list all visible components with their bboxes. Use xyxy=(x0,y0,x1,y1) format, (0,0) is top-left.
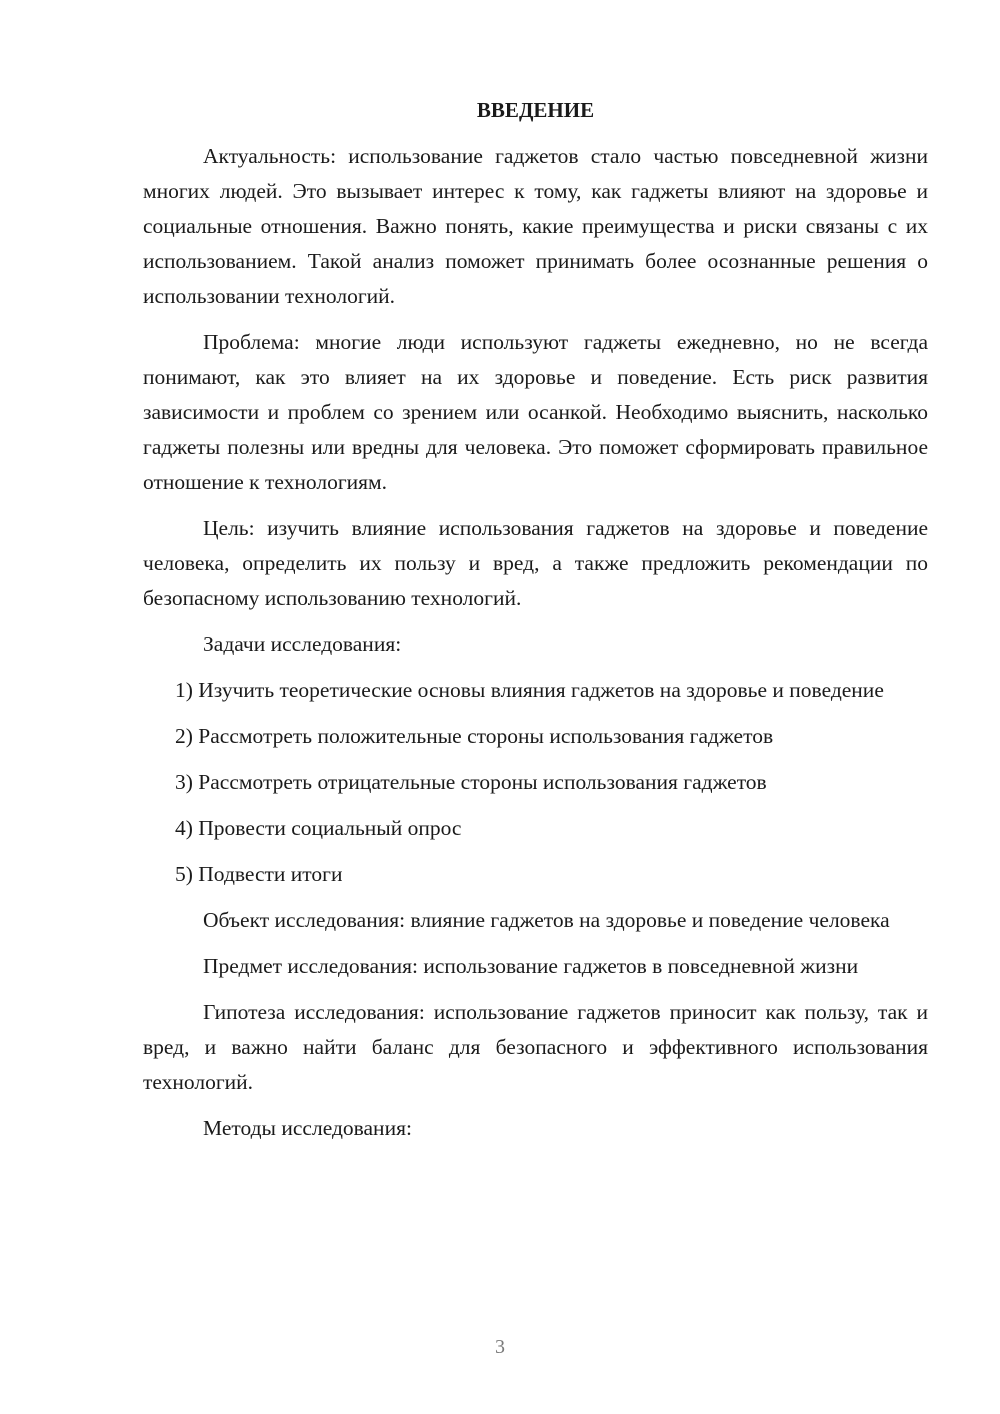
task-item-4: 4) Провести социальный опрос xyxy=(175,816,462,840)
subject-paragraph: Предмет исследования: использование гаджетов в повседневной жизни xyxy=(203,954,859,978)
hypothesis-paragraph: Гипотеза исследования: использование гаджетов приносит как пользу, так и вред, и важно найти баланс для безопасного и эффективного использования технологий. xyxy=(143,1000,928,1094)
task-item-5: 5) Подвести итоги xyxy=(175,862,343,886)
object-paragraph: Объект исследования: влияние гаджетов на здоровье и поведение человека xyxy=(203,908,890,932)
section-title: ВВЕДЕНИЕ xyxy=(476,98,595,122)
task-item-1: 1) Изучить теоретические основы влияния гаджетов на здоровье и поведение xyxy=(175,678,884,702)
document-page xyxy=(143,93,928,1157)
task-item-2: 2) Рассмотреть положительные стороны использования гаджетов xyxy=(175,724,774,748)
page-number: 3 xyxy=(495,1336,505,1358)
problem-paragraph: Проблема: многие люди используют гаджеты ежедневно, но не всегда понимают, как это влияет на их здоровье и поведение. Есть риск развития зависимости и проблем со зрением или осанкой. Необходимо выяснить, насколько гаджеты полезны или вредны для человека. Это поможет сформировать правильное отношение к технологиям. xyxy=(143,330,928,494)
task-item-3: 3) Рассмотреть отрицательные стороны использования гаджетов xyxy=(175,770,767,794)
relevance-paragraph: Актуальность: использование гаджетов стало частью повседневной жизни многих людей. Это вызывает интерес к тому, как гаджеты влияют на здоровье и социальные отношения. Важно понять, какие преимущества и риски связаны с их использованием. Такой анализ поможет принимать более осознанные решения о использовании технологий. xyxy=(143,144,928,308)
goal-paragraph: Цель: изучить влияние использования гаджетов на здоровье и поведение человека, определить их пользу и вред, а также предложить рекомендации по безопасному использованию технологий. xyxy=(143,516,928,610)
methods-heading: Методы исследования: xyxy=(203,1116,412,1140)
tasks-heading: Задачи исследования: xyxy=(203,632,402,656)
